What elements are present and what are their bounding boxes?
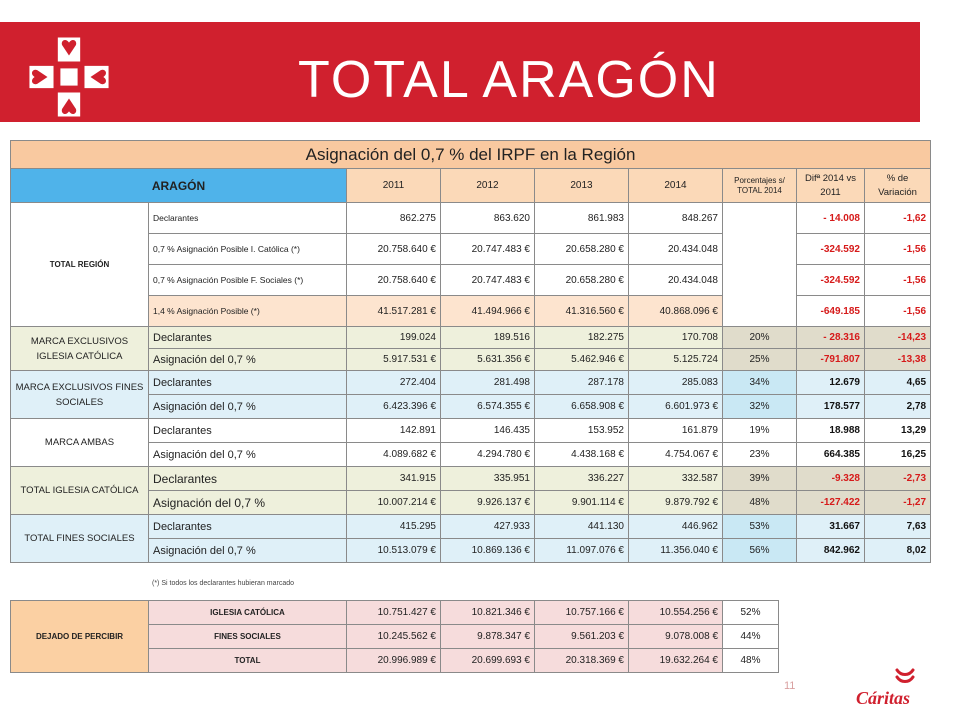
value-cell: 415.295	[347, 515, 441, 539]
value-cell: 336.227	[535, 467, 629, 491]
value-cell: 20.658.280 €	[535, 265, 629, 296]
row-label: Declarantes	[149, 419, 347, 443]
var-cell: -14,23	[865, 327, 931, 349]
pct-header: Porcentajes s/ TOTAL 2014	[723, 169, 797, 203]
dif-cell: -791.807	[797, 349, 865, 371]
var-cell: -2,73	[865, 467, 931, 491]
row-label: Asignación del 0,7 %	[149, 349, 347, 371]
value-cell: 189.516	[441, 327, 535, 349]
value-cell: 4.294.780 €	[441, 443, 535, 467]
value-cell: 863.620	[441, 203, 535, 234]
pct-cell: 44%	[723, 625, 779, 649]
pct-cell: 32%	[723, 395, 797, 419]
value-cell: 281.498	[441, 371, 535, 395]
group-label: TOTAL FINES SOCIALES	[11, 515, 149, 563]
value-cell: 10.513.079 €	[347, 539, 441, 563]
dif-cell: 178.577	[797, 395, 865, 419]
value-cell: 11.356.040 €	[629, 539, 723, 563]
value-cell: 9.926.137 €	[441, 491, 535, 515]
value-cell: 4.438.168 €	[535, 443, 629, 467]
value-cell: 6.423.396 €	[347, 395, 441, 419]
value-cell: 10.751.427 €	[347, 601, 441, 625]
pct-cell: 23%	[723, 443, 797, 467]
value-cell: 335.951	[441, 467, 535, 491]
row-label: IGLESIA CATÓLICA	[149, 601, 347, 625]
var-cell: -1,56	[865, 234, 931, 265]
year-header: 2013	[535, 169, 629, 203]
value-cell: 4.089.682 €	[347, 443, 441, 467]
row-label: 0,7 % Asignación Posible F. Sociales (*)	[149, 265, 347, 296]
dif-cell: 31.667	[797, 515, 865, 539]
value-cell: 153.952	[535, 419, 629, 443]
pct-cell: 52%	[723, 601, 779, 625]
row-label: Asignación del 0,7 %	[149, 443, 347, 467]
value-cell: 20.699.693 €	[441, 649, 535, 673]
value-cell: 199.024	[347, 327, 441, 349]
value-cell: 146.435	[441, 419, 535, 443]
value-cell: 9.078.008 €	[629, 625, 723, 649]
var-cell: 2,78	[865, 395, 931, 419]
var-cell: -1,56	[865, 296, 931, 327]
value-cell: 5.125.724	[629, 349, 723, 371]
value-cell: 848.267	[629, 203, 723, 234]
group-label: TOTAL IGLESIA CATÓLICA	[11, 467, 149, 515]
row-label: TOTAL	[149, 649, 347, 673]
table-title: Asignación del 0,7 % del IRPF en la Región	[11, 141, 931, 169]
value-cell: 5.462.946 €	[535, 349, 629, 371]
value-cell: 9.561.203 €	[535, 625, 629, 649]
dif-cell: -324.592	[797, 265, 865, 296]
value-cell: 9.901.114 €	[535, 491, 629, 515]
caritas-cross-logo-icon	[26, 34, 112, 120]
row-label: FINES SOCIALES	[149, 625, 347, 649]
value-cell: 20.434.048	[629, 265, 723, 296]
dif-cell: -127.422	[797, 491, 865, 515]
value-cell: 9.878.347 €	[441, 625, 535, 649]
dif-header: Difª 2014 vs 2011	[797, 169, 865, 203]
var-cell: -1,27	[865, 491, 931, 515]
dif-cell: - 14.008	[797, 203, 865, 234]
value-cell: 4.754.067 €	[629, 443, 723, 467]
slide-title: TOTAL ARAGÓN	[298, 51, 720, 109]
value-cell: 332.587	[629, 467, 723, 491]
dif-cell: - 28.316	[797, 327, 865, 349]
value-cell: 272.404	[347, 371, 441, 395]
pct-cell: 19%	[723, 419, 797, 443]
caritas-brand: Cáritas	[856, 688, 911, 708]
row-label: Declarantes	[149, 467, 347, 491]
value-cell: 10.821.346 €	[441, 601, 535, 625]
title-banner	[0, 22, 920, 122]
pct-cell: 25%	[723, 349, 797, 371]
year-header: 2012	[441, 169, 535, 203]
pct-cell: 34%	[723, 371, 797, 395]
value-cell: 20.758.640 €	[347, 234, 441, 265]
value-cell: 5.631.356 €	[441, 349, 535, 371]
value-cell: 862.275	[347, 203, 441, 234]
value-cell: 41.517.281 €	[347, 296, 441, 327]
pct-cell: 48%	[723, 649, 779, 673]
value-cell: 41.494.966 €	[441, 296, 535, 327]
value-cell: 20.747.483 €	[441, 265, 535, 296]
value-cell: 20.996.989 €	[347, 649, 441, 673]
dif-cell: 18.988	[797, 419, 865, 443]
pct-cell: 48%	[723, 491, 797, 515]
value-cell: 6.601.973 €	[629, 395, 723, 419]
row-label: 1,4 % Asignación Posible (*)	[149, 296, 347, 327]
pct-cell: 39%	[723, 467, 797, 491]
dif-cell: 12.679	[797, 371, 865, 395]
value-cell: 11.097.076 €	[535, 539, 629, 563]
group-label: MARCA EXCLUSIVOS FINES SOCIALES	[11, 371, 149, 419]
value-cell: 20.758.640 €	[347, 265, 441, 296]
value-cell: 10.869.136 €	[441, 539, 535, 563]
pct-cell: 53%	[723, 515, 797, 539]
var-cell: -1,56	[865, 265, 931, 296]
year-header: 2011	[347, 169, 441, 203]
region-label: ARAGÓN	[11, 169, 347, 203]
irpf-assignment-table	[10, 140, 931, 563]
value-cell: 170.708	[629, 327, 723, 349]
value-cell: 10.554.256 €	[629, 601, 723, 625]
pct-cell	[723, 203, 797, 327]
dif-cell: 664.385	[797, 443, 865, 467]
caritas-mark-icon	[893, 668, 917, 686]
group-label: MARCA EXCLUSIVOS IGLESIA CATÓLICA	[11, 327, 149, 371]
value-cell: 441.130	[535, 515, 629, 539]
value-cell: 6.574.355 €	[441, 395, 535, 419]
row-label: Declarantes	[149, 327, 347, 349]
var-cell: 8,02	[865, 539, 931, 563]
value-cell: 427.933	[441, 515, 535, 539]
value-cell: 41.316.560 €	[535, 296, 629, 327]
value-cell: 446.962	[629, 515, 723, 539]
value-cell: 20.434.048	[629, 234, 723, 265]
footnote: (*) Si todos los declarantes hubieran marcado	[152, 580, 295, 587]
row-label: Asignación del 0,7 %	[149, 395, 347, 419]
value-cell: 341.915	[347, 467, 441, 491]
pct-cell: 56%	[723, 539, 797, 563]
dif-cell: -9.328	[797, 467, 865, 491]
var-cell: 16,25	[865, 443, 931, 467]
year-header: 2014	[629, 169, 723, 203]
dif-cell: -649.185	[797, 296, 865, 327]
dif-cell: -324.592	[797, 234, 865, 265]
value-cell: 20.318.369 €	[535, 649, 629, 673]
row-label: 0,7 % Asignación Posible I. Católica (*)	[149, 234, 347, 265]
var-cell: -1,62	[865, 203, 931, 234]
value-cell: 19.632.264 €	[629, 649, 723, 673]
value-cell: 6.658.908 €	[535, 395, 629, 419]
pct-cell: 20%	[723, 327, 797, 349]
value-cell: 40.868.096 €	[629, 296, 723, 327]
value-cell: 182.275	[535, 327, 629, 349]
row-label: Asignación del 0,7 %	[149, 539, 347, 563]
var-header: % de Variación	[865, 169, 931, 203]
var-cell: -13,38	[865, 349, 931, 371]
row-label: Declarantes	[149, 515, 347, 539]
row-label: Asignación del 0,7 %	[149, 491, 347, 515]
row-label: Declarantes	[149, 371, 347, 395]
value-cell: 287.178	[535, 371, 629, 395]
dif-cell: 842.962	[797, 539, 865, 563]
value-cell: 5.917.531 €	[347, 349, 441, 371]
value-cell: 20.658.280 €	[535, 234, 629, 265]
value-cell: 861.983	[535, 203, 629, 234]
value-cell: 9.879.792 €	[629, 491, 723, 515]
value-cell: 285.083	[629, 371, 723, 395]
group-label: MARCA AMBAS	[11, 419, 149, 467]
var-cell: 7,63	[865, 515, 931, 539]
value-cell: 142.891	[347, 419, 441, 443]
var-cell: 4,65	[865, 371, 931, 395]
value-cell: 10.007.214 €	[347, 491, 441, 515]
dejado-title: DEJADO DE PERCIBIR	[11, 601, 149, 673]
total-region-label: TOTAL REGIÓN	[11, 203, 149, 327]
value-cell: 10.757.166 €	[535, 601, 629, 625]
value-cell: 161.879	[629, 419, 723, 443]
page-number: 11	[784, 680, 796, 692]
var-cell: 13,29	[865, 419, 931, 443]
dejado-de-percibir-table	[10, 600, 779, 673]
value-cell: 20.747.483 €	[441, 234, 535, 265]
value-cell: 10.245.562 €	[347, 625, 441, 649]
row-label: Declarantes	[149, 203, 347, 234]
